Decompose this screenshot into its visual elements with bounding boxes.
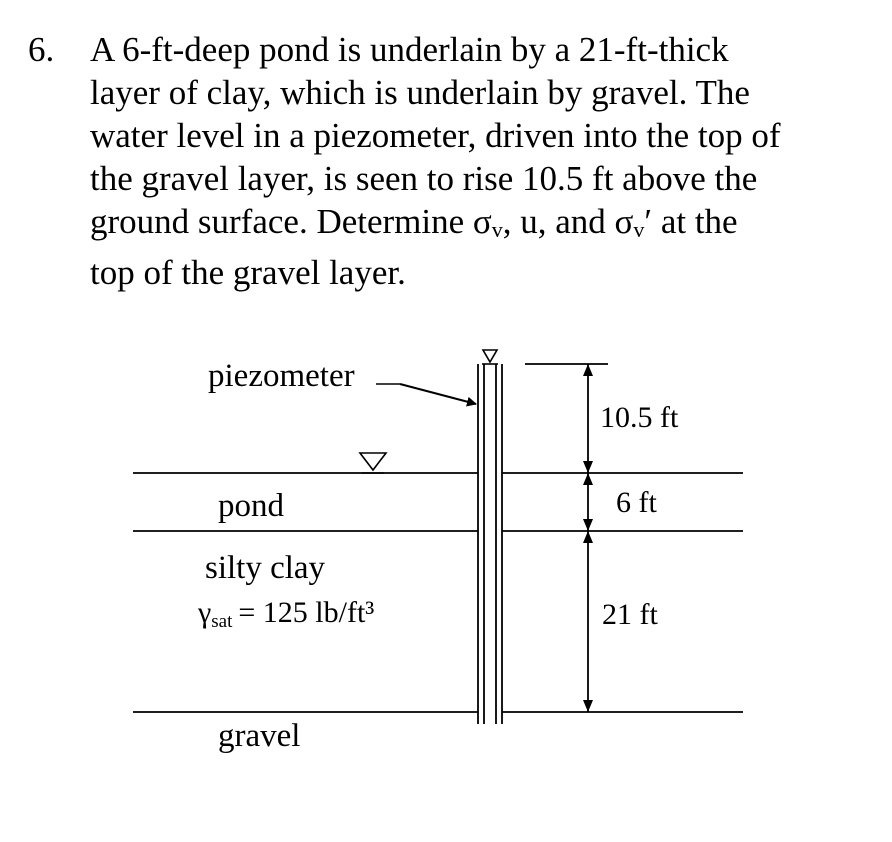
- piezometer-pointer-arrow: [400, 384, 476, 404]
- dimension-label-pond-depth: 6 ft: [616, 486, 657, 519]
- problem-line-5-pre: ground surface. Determine σ: [90, 202, 492, 241]
- silty-clay-label: silty clay: [205, 550, 326, 586]
- problem-line-6: top of the gravel layer.: [90, 253, 406, 292]
- pond-label: pond: [218, 488, 284, 524]
- piezometer-tube: [478, 364, 502, 724]
- problem-line-4: the gravel layer, is seen to rise 10.5 ft above the: [90, 159, 758, 198]
- gravel-label: gravel: [218, 718, 301, 754]
- pond-water-level-triangle-icon: [360, 453, 386, 470]
- piezometer-water-level-triangle-icon: [483, 350, 497, 362]
- problem-line-5-post: ′ at the: [644, 202, 738, 241]
- problem-number: 6.: [28, 30, 55, 69]
- dimension-label-clay-thickness: 21 ft: [602, 598, 658, 631]
- gamma-subscript: sat: [211, 611, 233, 632]
- problem-line-5-mid: , u, and σ: [502, 202, 634, 241]
- problem-line-1: A 6-ft-deep pond is underlain by a 21-ft-thick: [90, 30, 729, 69]
- problem-line-3: water level in a piezometer, driven into the top of: [90, 116, 781, 155]
- gamma-value: = 125 lb/ft³: [238, 596, 375, 629]
- gamma-symbol: γ: [198, 596, 212, 629]
- dimension-label-piezometer-rise: 10.5 ft: [600, 401, 679, 434]
- problem-line-2: layer of clay, which is underlain by gravel. The: [90, 73, 750, 112]
- sigma-subscript-2: v: [633, 217, 645, 242]
- piezometer-label: piezometer: [208, 358, 355, 394]
- sigma-subscript-1: v: [491, 217, 503, 242]
- unit-weight-label: [197, 596, 374, 632]
